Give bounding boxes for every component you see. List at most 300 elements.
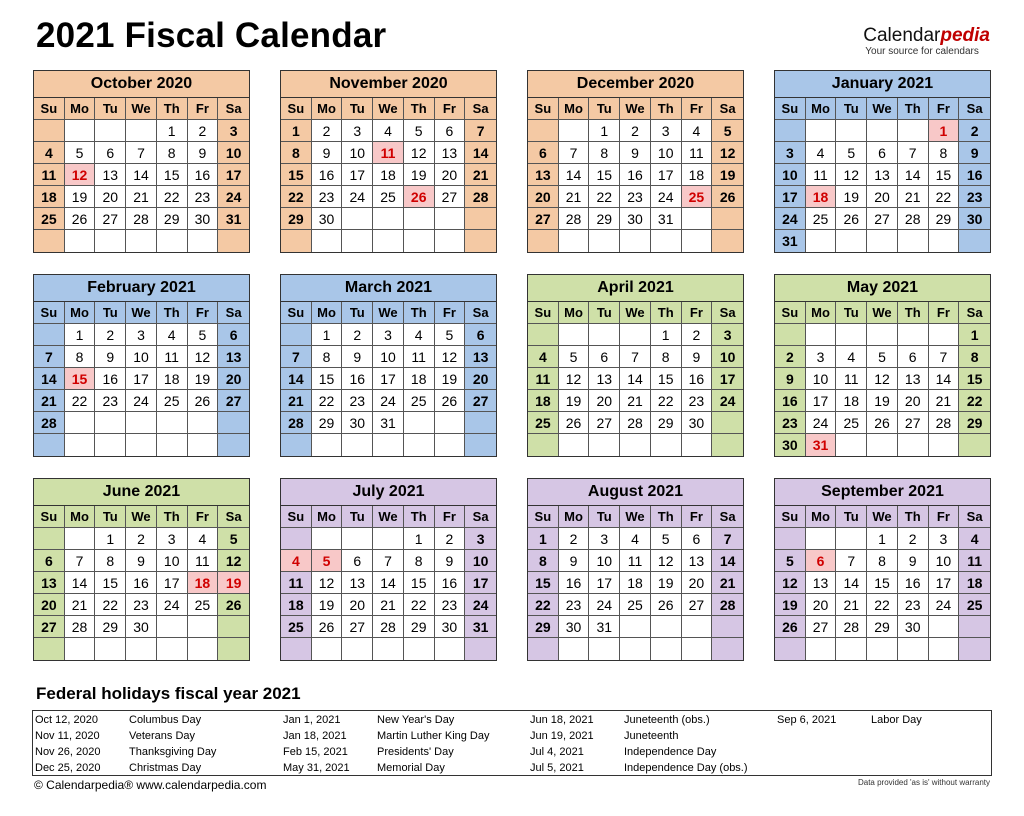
day-cell: 30 xyxy=(775,434,806,456)
day-cell: 19 xyxy=(312,594,343,616)
weekday-header: Sa xyxy=(959,98,990,120)
day-cell: 12 xyxy=(435,346,466,368)
day-cell: 25 xyxy=(806,208,837,230)
empty-day-cell xyxy=(559,120,590,142)
weekday-header: Sa xyxy=(959,506,990,528)
day-cell: 11 xyxy=(34,164,65,186)
empty-day-cell xyxy=(620,324,651,346)
day-cell: 11 xyxy=(682,142,713,164)
holiday-row xyxy=(35,744,216,760)
day-cell: 10 xyxy=(589,550,620,572)
day-cell: 4 xyxy=(836,346,867,368)
weekday-header: We xyxy=(373,506,404,528)
day-cell: 1 xyxy=(65,324,96,346)
day-cell: 11 xyxy=(281,572,312,594)
day-cell: 9 xyxy=(342,346,373,368)
month-calendar xyxy=(774,70,991,253)
day-cell: 20 xyxy=(806,594,837,616)
weekday-header: Th xyxy=(404,506,435,528)
day-cell: 20 xyxy=(898,390,929,412)
day-cell: 29 xyxy=(651,412,682,434)
holiday-date: Oct 12, 2020 xyxy=(35,714,98,726)
month-calendar xyxy=(33,478,250,661)
holiday-name: Columbus Day xyxy=(129,714,202,726)
day-cell: 1 xyxy=(312,324,343,346)
day-cell: 27 xyxy=(589,412,620,434)
day-cell: 1 xyxy=(528,528,559,550)
empty-day-cell xyxy=(373,208,404,230)
empty-day-cell xyxy=(806,230,837,252)
weekday-header: Tu xyxy=(836,98,867,120)
day-cell: 25 xyxy=(836,412,867,434)
day-cell: 7 xyxy=(929,346,960,368)
holiday-name: Memorial Day xyxy=(377,762,445,774)
day-cell: 1 xyxy=(404,528,435,550)
empty-day-cell xyxy=(620,230,651,252)
day-cell: 19 xyxy=(188,368,219,390)
day-cell: 5 xyxy=(218,528,249,550)
weekday-header: Sa xyxy=(959,302,990,324)
day-cell: 6 xyxy=(682,528,713,550)
day-cell: 26 xyxy=(312,616,343,638)
day-cell: 24 xyxy=(126,390,157,412)
empty-day-cell xyxy=(867,230,898,252)
day-cell: 24 xyxy=(589,594,620,616)
weekday-header: Su xyxy=(281,302,312,324)
day-cell: 29 xyxy=(589,208,620,230)
day-cell: 2 xyxy=(312,120,343,142)
brand-name: Calendarpedia xyxy=(863,25,990,46)
empty-day-cell xyxy=(65,434,96,456)
weekday-header: Fr xyxy=(929,302,960,324)
day-cell: 30 xyxy=(188,208,219,230)
day-cell: 28 xyxy=(34,412,65,434)
day-cell: 15 xyxy=(157,164,188,186)
day-cell: 31 xyxy=(465,616,496,638)
holiday-name: Juneteenth (obs.) xyxy=(624,714,710,726)
day-cell: 18 xyxy=(281,594,312,616)
day-cell: 9 xyxy=(188,142,219,164)
empty-day-cell xyxy=(435,208,466,230)
empty-day-cell xyxy=(65,638,96,660)
empty-day-cell xyxy=(559,324,590,346)
day-cell: 3 xyxy=(218,120,249,142)
day-cell: 15 xyxy=(929,164,960,186)
day-cell: 4 xyxy=(806,142,837,164)
month-calendar xyxy=(774,478,991,661)
weekday-header: Tu xyxy=(836,302,867,324)
empty-day-cell xyxy=(775,120,806,142)
holiday-date: May 31, 2021 xyxy=(283,762,350,774)
day-cell: 2 xyxy=(188,120,219,142)
day-cell: 23 xyxy=(126,594,157,616)
weekday-header: Su xyxy=(34,302,65,324)
day-cell: 5 xyxy=(435,324,466,346)
day-cell: 11 xyxy=(959,550,990,572)
day-cell: 15 xyxy=(867,572,898,594)
day-cell: 26 xyxy=(218,594,249,616)
day-cell: 5 xyxy=(836,142,867,164)
day-cell: 26 xyxy=(65,208,96,230)
empty-day-cell xyxy=(682,638,713,660)
day-cell: 2 xyxy=(126,528,157,550)
empty-day-cell xyxy=(898,324,929,346)
month-title: April 2021 xyxy=(528,275,743,302)
holiday-name: Independence Day (obs.) xyxy=(624,762,748,774)
empty-day-cell xyxy=(712,208,743,230)
weekday-header: We xyxy=(373,302,404,324)
empty-day-cell xyxy=(95,638,126,660)
day-cell: 22 xyxy=(65,390,96,412)
day-cell: 5 xyxy=(867,346,898,368)
empty-day-cell xyxy=(651,434,682,456)
empty-day-cell xyxy=(775,324,806,346)
holiday-date: Dec 25, 2020 xyxy=(35,762,101,774)
holiday-date: Jul 5, 2021 xyxy=(530,762,584,774)
day-cell: 8 xyxy=(651,346,682,368)
weekday-header: Su xyxy=(528,506,559,528)
day-cell: 30 xyxy=(898,616,929,638)
holiday-row xyxy=(35,728,216,744)
day-cell: 22 xyxy=(95,594,126,616)
empty-day-cell xyxy=(682,230,713,252)
empty-day-cell xyxy=(867,434,898,456)
holiday-name: Presidents' Day xyxy=(377,746,454,758)
day-cell: 21 xyxy=(559,186,590,208)
empty-day-cell xyxy=(528,230,559,252)
empty-day-cell xyxy=(435,638,466,660)
day-cell: 16 xyxy=(559,572,590,594)
brand-logo[interactable] xyxy=(863,26,990,58)
day-cell: 22 xyxy=(589,186,620,208)
holiday-date: Sep 6, 2021 xyxy=(777,714,837,726)
day-cell: 21 xyxy=(126,186,157,208)
empty-day-cell xyxy=(589,230,620,252)
day-cell: 13 xyxy=(465,346,496,368)
day-cell: 6 xyxy=(34,550,65,572)
empty-day-cell xyxy=(806,528,837,550)
holiday-date: Jan 18, 2021 xyxy=(283,730,347,742)
day-cell: 13 xyxy=(528,164,559,186)
empty-day-cell xyxy=(651,616,682,638)
month-calendar xyxy=(527,70,744,253)
weekday-header: Tu xyxy=(95,302,126,324)
empty-day-cell xyxy=(218,616,249,638)
day-cell: 9 xyxy=(435,550,466,572)
day-cell: 21 xyxy=(836,594,867,616)
day-cell: 22 xyxy=(651,390,682,412)
empty-day-cell xyxy=(528,120,559,142)
day-cell: 17 xyxy=(712,368,743,390)
day-cell: 23 xyxy=(682,390,713,412)
day-cell: 17 xyxy=(775,186,806,208)
empty-day-cell xyxy=(559,434,590,456)
day-cell: 28 xyxy=(559,208,590,230)
month-calendar xyxy=(33,274,250,457)
empty-day-cell xyxy=(312,638,343,660)
day-cell: 27 xyxy=(342,616,373,638)
day-cell: 2 xyxy=(682,324,713,346)
day-cell: 13 xyxy=(95,164,126,186)
weekday-header: Sa xyxy=(465,302,496,324)
day-cell: 16 xyxy=(312,164,343,186)
weekday-header: Su xyxy=(34,98,65,120)
empty-day-cell xyxy=(867,120,898,142)
day-cell: 9 xyxy=(682,346,713,368)
day-cell: 7 xyxy=(712,528,743,550)
day-cell: 28 xyxy=(712,594,743,616)
day-cell: 28 xyxy=(898,208,929,230)
day-cell: 4 xyxy=(959,528,990,550)
day-cell: 10 xyxy=(342,142,373,164)
weekday-header: Th xyxy=(404,302,435,324)
weekday-header: We xyxy=(126,506,157,528)
holiday-row xyxy=(35,760,216,776)
day-cell: 21 xyxy=(65,594,96,616)
empty-day-cell xyxy=(528,324,559,346)
day-cell: 6 xyxy=(867,142,898,164)
empty-day-cell xyxy=(281,638,312,660)
day-cell: 11 xyxy=(528,368,559,390)
empty-day-cell xyxy=(126,412,157,434)
day-cell: 19 xyxy=(836,186,867,208)
day-cell: 15 xyxy=(65,368,96,390)
day-cell: 26 xyxy=(559,412,590,434)
day-cell: 26 xyxy=(404,186,435,208)
empty-day-cell xyxy=(712,412,743,434)
day-cell: 28 xyxy=(929,412,960,434)
day-cell: 12 xyxy=(404,142,435,164)
holiday-row xyxy=(530,744,748,760)
footer-copyright: © Calendarpedia® www.calendarpedia.com xyxy=(34,778,267,792)
empty-day-cell xyxy=(65,412,96,434)
weekday-header: Th xyxy=(651,506,682,528)
weekday-header: Mo xyxy=(559,506,590,528)
day-cell: 3 xyxy=(126,324,157,346)
empty-day-cell xyxy=(95,230,126,252)
month-title: October 2020 xyxy=(34,71,249,98)
day-cell: 18 xyxy=(373,164,404,186)
day-cell: 7 xyxy=(836,550,867,572)
day-cell: 3 xyxy=(589,528,620,550)
day-cell: 25 xyxy=(404,390,435,412)
day-cell: 18 xyxy=(836,390,867,412)
empty-day-cell xyxy=(218,638,249,660)
weekday-header: Th xyxy=(651,302,682,324)
day-cell: 24 xyxy=(651,186,682,208)
day-cell: 27 xyxy=(806,616,837,638)
day-cell: 8 xyxy=(65,346,96,368)
day-cell: 4 xyxy=(188,528,219,550)
weekday-header: Fr xyxy=(188,506,219,528)
weekday-header: Tu xyxy=(342,302,373,324)
empty-day-cell xyxy=(651,230,682,252)
empty-day-cell xyxy=(373,528,404,550)
day-cell: 17 xyxy=(126,368,157,390)
day-cell: 4 xyxy=(528,346,559,368)
day-cell: 7 xyxy=(34,346,65,368)
weekday-header: Tu xyxy=(342,506,373,528)
day-cell: 29 xyxy=(929,208,960,230)
weekday-header: Fr xyxy=(682,98,713,120)
weekday-header: Th xyxy=(898,302,929,324)
day-cell: 9 xyxy=(95,346,126,368)
empty-day-cell xyxy=(126,120,157,142)
day-cell: 29 xyxy=(312,412,343,434)
empty-day-cell xyxy=(589,434,620,456)
day-cell: 13 xyxy=(806,572,837,594)
day-cell: 16 xyxy=(682,368,713,390)
empty-day-cell xyxy=(959,638,990,660)
weekday-header: Tu xyxy=(836,506,867,528)
day-cell: 9 xyxy=(312,142,343,164)
holiday-name: Juneteenth xyxy=(624,730,679,742)
day-cell: 30 xyxy=(559,616,590,638)
holiday-date: Jun 18, 2021 xyxy=(530,714,594,726)
day-cell: 8 xyxy=(157,142,188,164)
day-cell: 19 xyxy=(712,164,743,186)
day-cell: 23 xyxy=(188,186,219,208)
weekday-header: We xyxy=(620,506,651,528)
day-cell: 7 xyxy=(65,550,96,572)
day-cell: 28 xyxy=(373,616,404,638)
holiday-row xyxy=(777,712,922,728)
weekday-header: Tu xyxy=(342,98,373,120)
day-cell: 13 xyxy=(682,550,713,572)
month-title: March 2021 xyxy=(281,275,496,302)
day-cell: 21 xyxy=(281,390,312,412)
empty-day-cell xyxy=(373,230,404,252)
day-cell: 14 xyxy=(465,142,496,164)
day-cell: 30 xyxy=(620,208,651,230)
day-cell: 21 xyxy=(898,186,929,208)
day-cell: 14 xyxy=(34,368,65,390)
day-cell: 14 xyxy=(620,368,651,390)
day-cell: 7 xyxy=(620,346,651,368)
empty-day-cell xyxy=(806,324,837,346)
weekday-header: Tu xyxy=(95,98,126,120)
empty-day-cell xyxy=(281,528,312,550)
empty-day-cell xyxy=(959,434,990,456)
empty-day-cell xyxy=(682,616,713,638)
day-cell: 6 xyxy=(435,120,466,142)
day-cell: 3 xyxy=(775,142,806,164)
empty-day-cell xyxy=(465,412,496,434)
empty-day-cell xyxy=(188,434,219,456)
empty-day-cell xyxy=(34,230,65,252)
empty-day-cell xyxy=(959,616,990,638)
day-cell: 20 xyxy=(867,186,898,208)
day-cell: 6 xyxy=(806,550,837,572)
day-cell: 30 xyxy=(312,208,343,230)
day-cell: 7 xyxy=(465,120,496,142)
empty-day-cell xyxy=(404,208,435,230)
day-cell: 8 xyxy=(404,550,435,572)
day-cell: 13 xyxy=(435,142,466,164)
day-cell: 4 xyxy=(281,550,312,572)
empty-day-cell xyxy=(712,616,743,638)
day-cell: 8 xyxy=(312,346,343,368)
empty-day-cell xyxy=(682,208,713,230)
empty-day-cell xyxy=(312,230,343,252)
month-calendar xyxy=(527,478,744,661)
empty-day-cell xyxy=(712,638,743,660)
day-cell: 31 xyxy=(373,412,404,434)
day-cell: 6 xyxy=(898,346,929,368)
day-cell: 5 xyxy=(188,324,219,346)
empty-day-cell xyxy=(589,638,620,660)
day-cell: 11 xyxy=(188,550,219,572)
day-cell: 12 xyxy=(651,550,682,572)
empty-day-cell xyxy=(157,616,188,638)
month-title: June 2021 xyxy=(34,479,249,506)
holiday-name: Labor Day xyxy=(871,714,922,726)
day-cell: 23 xyxy=(95,390,126,412)
month-calendar xyxy=(280,274,497,457)
holiday-date: Jan 1, 2021 xyxy=(283,714,341,726)
day-cell: 10 xyxy=(465,550,496,572)
holiday-name: New Year's Day xyxy=(377,714,455,726)
day-cell: 16 xyxy=(126,572,157,594)
day-cell: 28 xyxy=(126,208,157,230)
month-calendar xyxy=(33,70,250,253)
month-title: November 2020 xyxy=(281,71,496,98)
day-cell: 10 xyxy=(157,550,188,572)
day-cell: 4 xyxy=(34,142,65,164)
day-cell: 3 xyxy=(157,528,188,550)
weekday-header: We xyxy=(620,98,651,120)
day-cell: 26 xyxy=(712,186,743,208)
empty-day-cell xyxy=(404,434,435,456)
empty-day-cell xyxy=(342,208,373,230)
day-cell: 22 xyxy=(157,186,188,208)
day-cell: 26 xyxy=(188,390,219,412)
empty-day-cell xyxy=(34,434,65,456)
day-cell: 2 xyxy=(435,528,466,550)
empty-day-cell xyxy=(435,230,466,252)
day-cell: 20 xyxy=(465,368,496,390)
day-cell: 29 xyxy=(867,616,898,638)
empty-day-cell xyxy=(312,528,343,550)
empty-day-cell xyxy=(218,412,249,434)
day-cell: 12 xyxy=(188,346,219,368)
day-cell: 24 xyxy=(465,594,496,616)
day-cell: 26 xyxy=(836,208,867,230)
day-cell: 20 xyxy=(342,594,373,616)
day-cell: 12 xyxy=(65,164,96,186)
day-cell: 14 xyxy=(898,164,929,186)
day-cell: 8 xyxy=(281,142,312,164)
month-calendar xyxy=(280,478,497,661)
holiday-date: Jun 19, 2021 xyxy=(530,730,594,742)
day-cell: 29 xyxy=(528,616,559,638)
month-title: December 2020 xyxy=(528,71,743,98)
day-cell: 1 xyxy=(867,528,898,550)
weekday-header: Sa xyxy=(712,506,743,528)
weekday-header: We xyxy=(126,98,157,120)
day-cell: 27 xyxy=(465,390,496,412)
day-cell: 17 xyxy=(342,164,373,186)
day-cell: 27 xyxy=(528,208,559,230)
day-cell: 29 xyxy=(95,616,126,638)
day-cell: 15 xyxy=(651,368,682,390)
day-cell: 20 xyxy=(218,368,249,390)
empty-day-cell xyxy=(929,638,960,660)
day-cell: 16 xyxy=(95,368,126,390)
holiday-row xyxy=(530,712,748,728)
day-cell: 27 xyxy=(682,594,713,616)
weekday-header: We xyxy=(867,98,898,120)
